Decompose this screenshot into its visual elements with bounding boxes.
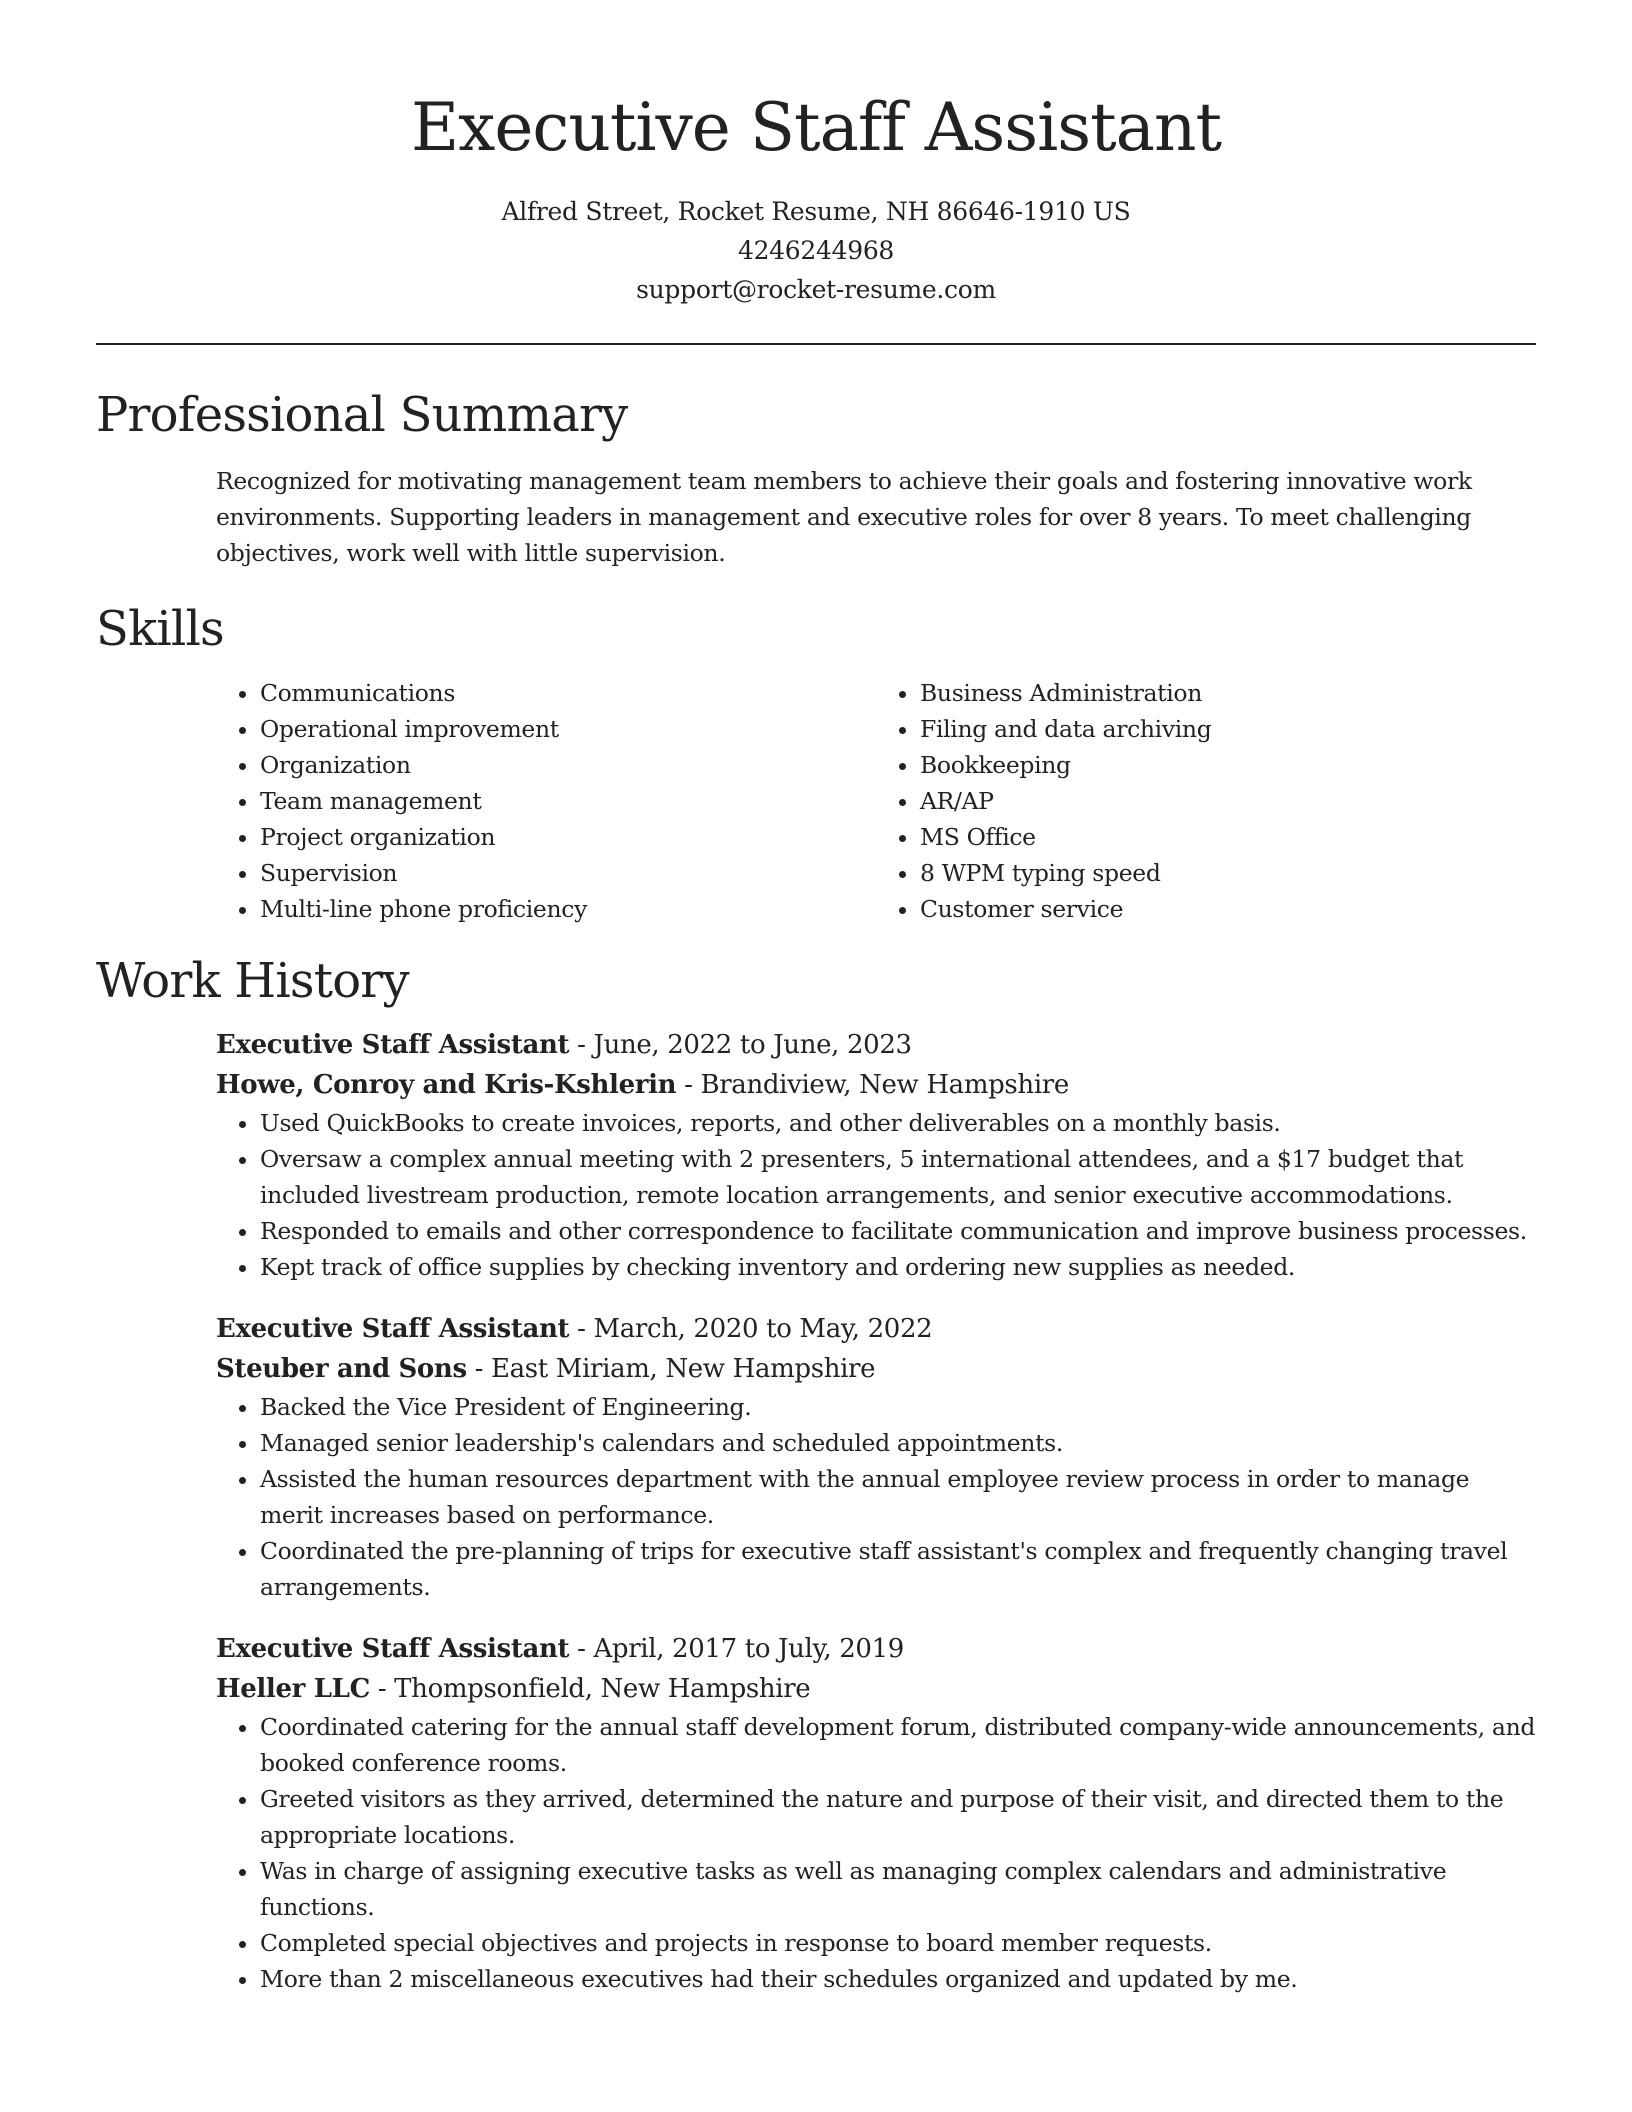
skill-item: • Bookkeeping [920, 747, 1536, 783]
contact-email: support@rocket-resume.com [636, 275, 996, 304]
job-bullet: • Used QuickBooks to create invoices, reports, and other deliverables on a monthly basis. [260, 1105, 1536, 1141]
contact-address: Alfred Street, Rocket Resume, NH 86646-1910 US [501, 197, 1131, 226]
job-title-line [216, 1025, 1536, 1065]
job-bullet: • Assisted the human resources department with the annual employee review process in order to manage merit increases based on performance. [260, 1461, 1536, 1533]
job-bullet: • More than 2 miscellaneous executives had their schedules organized and updated by me. [260, 1961, 1536, 1997]
job-title: Executive Staff Assistant [216, 1030, 570, 1060]
job-company-line [216, 1065, 1536, 1105]
job-title-line [216, 1309, 1536, 1349]
job-bullet: • Completed special objectives and projects in response to board member requests. [260, 1925, 1536, 1961]
job-bullet-list [216, 1105, 1536, 1285]
job-location: - Thompsonfield, New Hampshire [369, 1674, 811, 1704]
header-divider [96, 343, 1536, 345]
skill-item: • Filing and data archiving [920, 711, 1536, 747]
summary-heading: Professional Summary [96, 387, 628, 443]
job-bullet: • Oversaw a complex annual meeting with 2 presenters, 5 international attendees, and a $17 budget that included livestream production, remote location arrangements, and senior executive accommodations. [260, 1141, 1536, 1213]
job-entry [216, 1309, 1536, 1605]
job-company: Howe, Conroy and Kris-Kshlerin [216, 1070, 677, 1100]
skills-list [216, 675, 1536, 927]
job-dates: - April, 2017 to July, 2019 [569, 1634, 904, 1664]
skills-column-right [876, 675, 1536, 927]
job-entry [216, 1025, 1536, 1285]
job-bullet: • Managed senior leadership's calendars and scheduled appointments. [260, 1425, 1536, 1461]
contact-phone: 4246244968 [737, 236, 895, 265]
job-bullet: • Coordinated catering for the annual staff development forum, distributed company-wide announcements, and booked conference rooms. [260, 1709, 1536, 1781]
job-title: Executive Staff Assistant [216, 1314, 570, 1344]
skill-item: • Organization [260, 747, 876, 783]
job-title-line [216, 1629, 1536, 1669]
skill-item: • MS Office [920, 819, 1536, 855]
contact-block [96, 192, 1536, 309]
job-company-line [216, 1669, 1536, 1709]
job-entry [216, 1629, 1536, 1997]
job-bullet: • Responded to emails and other correspondence to facilitate communication and improve business processes. [260, 1213, 1536, 1249]
job-location: - East Miriam, New Hampshire [466, 1354, 876, 1384]
skills-column-left [216, 675, 876, 927]
job-title: Executive Staff Assistant [216, 1634, 570, 1664]
skills-heading: Skills [96, 601, 224, 657]
skill-item: • Multi-line phone proficiency [260, 891, 876, 927]
skill-item: • 8 WPM typing speed [920, 855, 1536, 891]
job-bullet: • Kept track of office supplies by checking inventory and ordering new supplies as needed. [260, 1249, 1536, 1285]
job-location: - Brandiview, New Hampshire [676, 1070, 1069, 1100]
job-bullet-list [216, 1389, 1536, 1605]
skill-item: • Team management [260, 783, 876, 819]
job-company-line [216, 1349, 1536, 1389]
job-company: Steuber and Sons [216, 1354, 467, 1384]
job-bullet: • Coordinated the pre-planning of trips for executive staff assistant's complex and frequently changing travel arrangements. [260, 1533, 1536, 1605]
job-dates: - March, 2020 to May, 2022 [569, 1314, 933, 1344]
job-dates: - June, 2022 to June, 2023 [569, 1030, 912, 1060]
skill-item: • Operational improvement [260, 711, 876, 747]
job-bullet: • Backed the Vice President of Engineering. [260, 1389, 1536, 1425]
summary-text: Recognized for motivating management team members to achieve their goals and fostering innovative work environments. Supporting leaders in management and executive roles for over 8 years. To meet challenging objectives, work well with little supervision. [216, 467, 1472, 567]
skill-item: • Communications [260, 675, 876, 711]
job-company: Heller LLC [216, 1674, 370, 1704]
job-bullet-list [216, 1709, 1536, 1997]
resume-name: Executive Staff Assistant [410, 89, 1222, 166]
skill-item: • Supervision [260, 855, 876, 891]
skill-item: • AR/AP [920, 783, 1536, 819]
resume-page [96, 0, 1536, 1997]
skill-item: • Project organization [260, 819, 876, 855]
work-history-heading: Work History [96, 953, 409, 1009]
job-bullet: • Greeted visitors as they arrived, determined the nature and purpose of their visit, and directed them to the appropriate locations. [260, 1781, 1536, 1853]
skill-item: • Business Administration [920, 675, 1536, 711]
job-bullet: • Was in charge of assigning executive tasks as well as managing complex calendars and administrative functions. [260, 1853, 1536, 1925]
skill-item: • Customer service [920, 891, 1536, 927]
